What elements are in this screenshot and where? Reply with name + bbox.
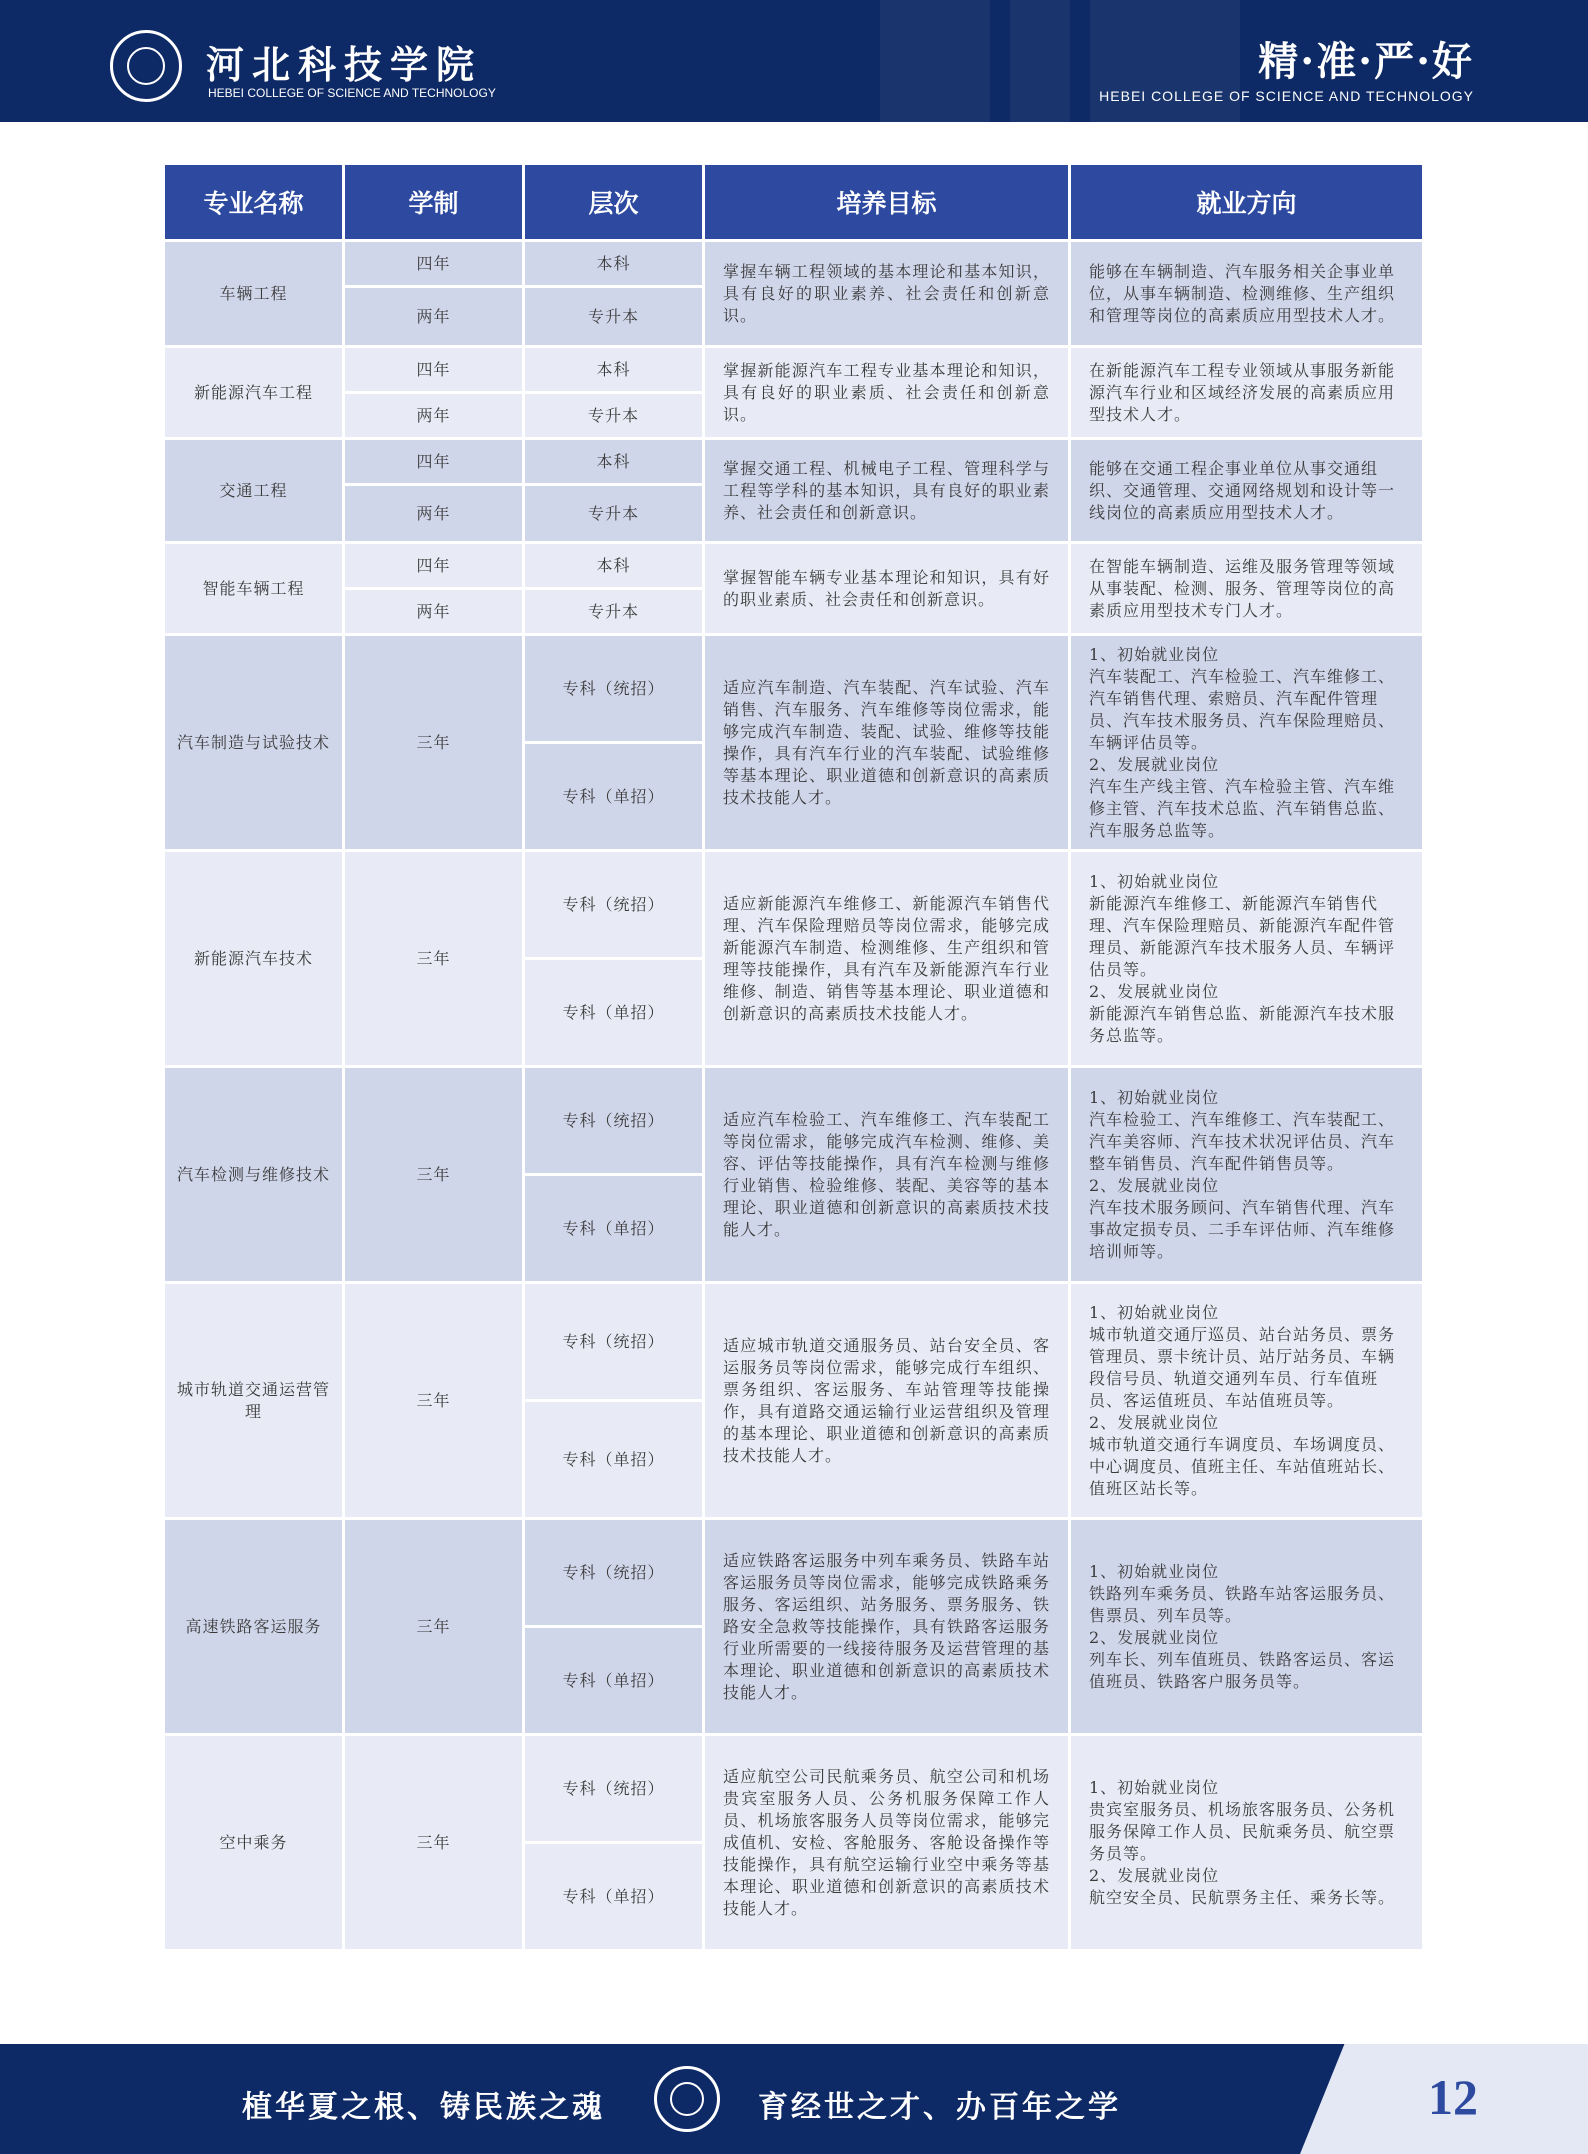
major-name-cell: 智能车辆工程 (164, 543, 344, 635)
career-cell (1070, 241, 1424, 347)
career-line: 1、初始就业岗位 (1089, 1302, 1220, 1322)
major-name-cell: 新能源汽车技术 (164, 851, 344, 1067)
level-cell: 专科（单招） (524, 1401, 704, 1519)
goal-cell: 掌握智能车辆专业基本理论和知识，具有好的职业素质、社会责任和创新意识。 (704, 543, 1070, 635)
table-row (164, 851, 1424, 959)
header-deco (880, 0, 990, 122)
majors-table-wrap (162, 162, 1422, 1952)
goal-cell: 适应城市轨道交通服务员、站台安全员、客运服务员等岗位需求，能够完成行车组织、票务组织、客运服务、车站管理等技能操作，具有道路交通运输行业运营组织及管理的基本理论、职业道德和创新意识的高素质技术技能人才。 (704, 1283, 1070, 1519)
level-cell: 专科（统招） (524, 1283, 704, 1401)
career-line: 在智能车辆制造、运维及服务管理等领域从事装配、检测、服务、管理等岗位的高素质应用型技术专门人才。 (1089, 556, 1396, 620)
career-line: 贵宾室服务员、机场旅客服务员、公务机服务保障工作人员、民航乘务员、航空票务员等。 (1089, 1799, 1396, 1863)
level-cell: 专科（单招） (524, 743, 704, 851)
career-cell (1070, 1735, 1424, 1951)
major-name-cell: 新能源汽车工程 (164, 347, 344, 439)
school-name-en-right: HEBEI COLLEGE OF SCIENCE AND TECHNOLOGY (1099, 88, 1474, 104)
level-cell: 专科（单招） (524, 959, 704, 1067)
career-line: 能够在交通工程企事业单位从事交通组织、交通管理、交通网络规划和设计等一线岗位的高素质应用型技术人才。 (1089, 458, 1396, 522)
level-cell: 专科（统招） (524, 851, 704, 959)
career-line: 1、初始就业岗位 (1089, 644, 1220, 664)
career-line: 2、发展就业岗位 (1089, 1865, 1220, 1885)
level-cell: 本科 (524, 439, 704, 485)
goal-cell: 掌握交通工程、机械电子工程、管理科学与工程等学科的基本知识，具有良好的职业素养、社会责任和创新意识。 (704, 439, 1070, 543)
header-level: 层次 (524, 164, 704, 241)
table-header-row (164, 164, 1424, 241)
major-name-cell: 高速铁路客运服务 (164, 1519, 344, 1735)
career-line: 汽车生产线主管、汽车检验主管、汽车维修主管、汽车技术总监、汽车销售总监、汽车服务总监等。 (1089, 776, 1396, 840)
level-cell: 本科 (524, 347, 704, 393)
major-name-cell: 车辆工程 (164, 241, 344, 347)
level-cell: 专科（统招） (524, 635, 704, 743)
duration-cell: 三年 (344, 1519, 524, 1735)
major-name-cell: 城市轨道交通运营管理 (164, 1283, 344, 1519)
career-line: 在新能源汽车工程专业领域从事服务新能源汽车行业和区域经济发展的高素质应用型技术人才。 (1089, 360, 1396, 424)
career-cell (1070, 851, 1424, 1067)
goal-cell: 适应汽车检验工、汽车维修工、汽车装配工等岗位需求，能够完成汽车检测、维修、美容、评估等技能操作，具有汽车检测与维修行业销售、检验维修、装配、美容等的基本理论、职业道德和创新意识的高素质技术技能人才。 (704, 1067, 1070, 1283)
level-cell: 专升本 (524, 485, 704, 543)
career-line: 汽车技术服务顾问、汽车销售代理、汽车事故定损专员、二手车评估师、汽车维修培训师等。 (1089, 1197, 1396, 1261)
school-name-en: HEBEI COLLEGE OF SCIENCE AND TECHNOLOGY (208, 86, 496, 100)
career-line: 汽车装配工、汽车检验工、汽车维修工、汽车销售代理、索赔员、汽车配件管理员、汽车技术服务员、汽车保险理赔员、车辆评估员等。 (1089, 666, 1396, 752)
school-motto: 精·准·严·好 (1258, 38, 1474, 85)
level-cell: 专升本 (524, 393, 704, 439)
header-goal: 培养目标 (704, 164, 1070, 241)
college-seal-icon (110, 30, 182, 102)
career-line: 2、发展就业岗位 (1089, 1175, 1220, 1195)
career-line: 铁路列车乘务员、铁路车站客运服务员、售票员、列车员等。 (1089, 1583, 1396, 1625)
career-cell (1070, 347, 1424, 439)
duration-cell: 三年 (344, 635, 524, 851)
goal-cell: 适应航空公司民航乘务员、航空公司和机场贵宾室服务人员、公务机服务保障工作人员、机场旅客服务人员等岗位需求，能够完成值机、安检、客舱服务、客舱设备操作等技能操作，具有航空运输行业空中乘务等基本理论、职业道德和创新意识的高素质技术技能人才。 (704, 1735, 1070, 1951)
career-cell (1070, 1519, 1424, 1735)
footer-slogan-left: 植华夏之根、铸民族之魂 (242, 2090, 605, 2125)
goal-cell: 适应铁路客运服务中列车乘务员、铁路车站客运服务员等岗位需求，能够完成铁路乘务服务、客运组织、站务服务、票务服务、铁路安全急救等技能操作，具有铁路客运服务行业所需要的一线接待服务及运营管理的基本理论、职业道德和创新意识的高素质技术技能人才。 (704, 1519, 1070, 1735)
duration-cell: 三年 (344, 1735, 524, 1951)
career-line: 航空安全员、民航票务主任、乘务长等。 (1089, 1887, 1396, 1907)
career-line: 城市轨道交通行车调度员、车场调度员、中心调度员、值班主任、车站值班站长、值班区站长等。 (1089, 1434, 1396, 1498)
page-footer (0, 2044, 1588, 2154)
level-cell: 专升本 (524, 589, 704, 635)
table-row (164, 543, 1424, 589)
duration-cell: 四年 (344, 439, 524, 485)
career-line: 能够在车辆制造、汽车服务相关企事业单位，从事车辆制造、检测维修、生产组织和管理等岗位的高素质应用型技术人才。 (1089, 261, 1396, 325)
career-line: 2、发展就业岗位 (1089, 1627, 1220, 1647)
level-cell: 专科（单招） (524, 1627, 704, 1735)
table-body (164, 241, 1424, 1951)
major-name-cell: 汽车制造与试验技术 (164, 635, 344, 851)
career-line: 2、发展就业岗位 (1089, 754, 1220, 774)
career-line: 1、初始就业岗位 (1089, 1777, 1220, 1797)
goal-cell: 掌握新能源汽车工程专业基本理论和知识，具有良好的职业素质、社会责任和创新意识。 (704, 347, 1070, 439)
duration-cell: 三年 (344, 1067, 524, 1283)
career-line: 城市轨道交通厅巡员、站台站务员、票务管理员、票卡统计员、站厅站务员、车辆段信号员、轨道交通列车员、行车值班员、客运值班员、车站值班员等。 (1089, 1324, 1396, 1410)
page-number: 12 (1428, 2069, 1478, 2125)
level-cell: 专科（单招） (524, 1175, 704, 1283)
level-cell: 专科（统招） (524, 1067, 704, 1175)
goal-cell: 适应汽车制造、汽车装配、汽车试验、汽车销售、汽车服务、汽车维修等岗位需求，能够完成汽车制造、装配、试验、维修等技能操作，具有汽车行业的汽车装配、试验维修等基本理论、职业道德和创新意识的高素质技术技能人才。 (704, 635, 1070, 851)
duration-cell: 三年 (344, 851, 524, 1067)
duration-cell: 两年 (344, 393, 524, 439)
career-cell (1070, 1283, 1424, 1519)
career-cell (1070, 1067, 1424, 1283)
major-name-cell: 交通工程 (164, 439, 344, 543)
career-line: 2、发展就业岗位 (1089, 981, 1220, 1001)
table-row (164, 635, 1424, 743)
duration-cell: 两年 (344, 485, 524, 543)
major-name-cell: 空中乘务 (164, 1735, 344, 1951)
career-cell (1070, 543, 1424, 635)
table-row (164, 1283, 1424, 1401)
table-row (164, 1735, 1424, 1843)
school-name-cn: 河北科技学院 (206, 42, 483, 87)
header-duration: 学制 (344, 164, 524, 241)
career-line: 汽车检验工、汽车维修工、汽车装配工、汽车美容师、汽车技术状况评估员、汽车整车销售员、汽车配件销售员等。 (1089, 1109, 1396, 1173)
major-name-cell: 汽车检测与维修技术 (164, 1067, 344, 1283)
duration-cell: 四年 (344, 347, 524, 393)
level-cell: 专升本 (524, 287, 704, 347)
majors-table (162, 162, 1425, 1952)
page-header (0, 0, 1588, 122)
table-row (164, 439, 1424, 485)
table-row (164, 1519, 1424, 1627)
career-line: 2、发展就业岗位 (1089, 1412, 1220, 1432)
level-cell: 专科（统招） (524, 1735, 704, 1843)
goal-cell: 掌握车辆工程领域的基本理论和基本知识，具有良好的职业素养、社会责任和创新意识。 (704, 241, 1070, 347)
career-line: 列车长、列车值班员、铁路客运员、客运值班员、铁路客户服务员等。 (1089, 1649, 1396, 1691)
duration-cell: 四年 (344, 543, 524, 589)
career-line: 新能源汽车销售总监、新能源汽车技术服务总监等。 (1089, 1003, 1396, 1045)
career-cell (1070, 635, 1424, 851)
college-seal-icon (654, 2066, 720, 2132)
table-row (164, 1067, 1424, 1175)
level-cell: 专科（统招） (524, 1519, 704, 1627)
career-line: 1、初始就业岗位 (1089, 1087, 1220, 1107)
duration-cell: 三年 (344, 1283, 524, 1519)
duration-cell: 两年 (344, 589, 524, 635)
level-cell: 专科（单招） (524, 1843, 704, 1951)
footer-slogan-right: 育经世之才、办百年之学 (758, 2090, 1121, 2125)
level-cell: 本科 (524, 241, 704, 287)
career-cell (1070, 439, 1424, 543)
header-deco (1010, 0, 1070, 122)
level-cell: 本科 (524, 543, 704, 589)
career-line: 1、初始就业岗位 (1089, 1561, 1220, 1581)
career-line: 1、初始就业岗位 (1089, 871, 1220, 891)
header-career: 就业方向 (1070, 164, 1424, 241)
goal-cell: 适应新能源汽车维修工、新能源汽车销售代理、汽车保险理赔员等岗位需求，能够完成新能源汽车制造、检测维修、生产组织和管理等技能操作，具有汽车及新能源汽车行业维修、制造、销售等基本理论、职业道德和创新意识的高素质技术技能人才。 (704, 851, 1070, 1067)
table-row (164, 241, 1424, 287)
duration-cell: 四年 (344, 241, 524, 287)
duration-cell: 两年 (344, 287, 524, 347)
career-line: 新能源汽车维修工、新能源汽车销售代理、汽车保险理赔员、新能源汽车配件管理员、新能源汽车技术服务人员、车辆评估员等。 (1089, 893, 1396, 979)
table-row (164, 347, 1424, 393)
header-major-name: 专业名称 (164, 164, 344, 241)
